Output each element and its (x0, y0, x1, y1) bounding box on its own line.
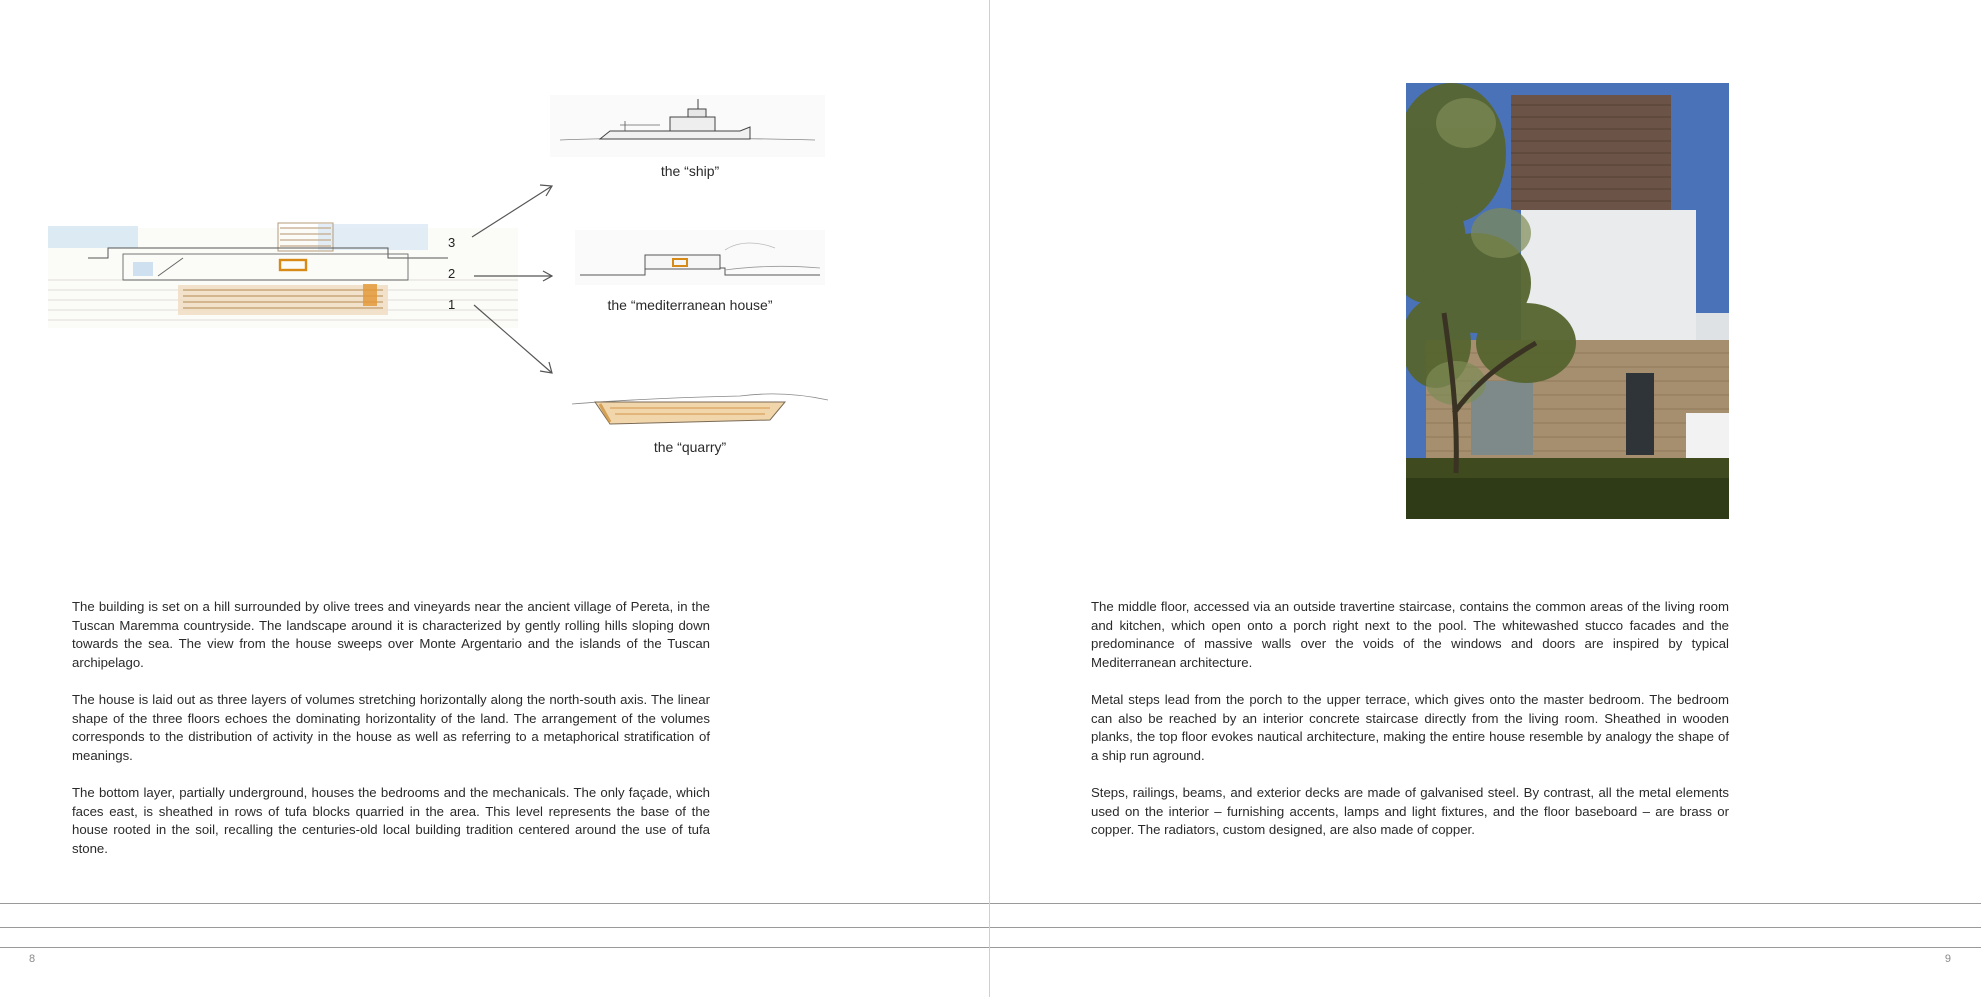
right-paragraph-2: Metal steps lead from the porch to the upper terrace, which gives onto the master bedroom. The bedroom can also be reached by an interior concrete staircase directly from the living room. Sheathed in wooden planks, the top floor evokes nautical architecture, making the entire house resemble by analogy the shape of a ship run aground. (1091, 691, 1729, 763)
right-body-text (1091, 598, 1729, 858)
left-paragraph-2: The house is laid out as three layers of volumes stretching horizontally along the north-south axis. The linear shape of the three floors echoes the dominating horizontality of the land. The arrangement of the volumes corresponds to the distribution of activity in the house as well as referring to a metaphorical stratification of meanings. (72, 691, 710, 763)
left-paragraph-1: The building is set on a hill surrounded by olive trees and vineyards near the ancient village of Pereta, in the Tuscan Maremma countryside. The landscape around it is characterized by gently rolling hills sloping down towards the sea. The view from the house sweeps over Monte Argentario and the islands of the Tuscan archipelago. (72, 599, 710, 670)
footer-rule-bottom (0, 947, 989, 948)
footer-rule-middle (990, 927, 1981, 928)
quarry-sketch (570, 382, 830, 437)
layer-number-3: 3 (448, 235, 456, 250)
layer-number-1: 1 (448, 297, 456, 312)
layer-number-2: 2 (448, 266, 456, 281)
left-body-text (72, 598, 710, 877)
house-section-sketch (48, 218, 528, 338)
arrow-to-ship (472, 186, 552, 237)
caption-quarry: the “quarry” (653, 439, 727, 455)
right-page (990, 0, 1981, 997)
caption-mediterranean-house: the “mediterranean house” (607, 297, 773, 313)
caption-ship: the “ship” (660, 163, 720, 179)
mediterranean-house-sketch (575, 230, 825, 285)
left-paragraph-3: The bottom layer, partially underground, houses the bedrooms and the mechanicals. The only façade, which faces east, is sheathed in rows of tufa blocks quarried in the area. This level represents the base of the house rooted in the soil, recalling the centuries-old local building tradition centered around the use of tufa stone. (72, 784, 710, 856)
right-paragraph-3: Steps, railings, beams, and exterior decks are made of galvanised steel. By contrast, all the metal elements used on the interior – furnishing accents, lamps and light fixtures, and the floor baseboard – are brass or copper. The radiators, custom designed, are also made of copper. (1091, 784, 1729, 838)
footer-rule-bottom (990, 947, 1981, 948)
footer-rule-top (0, 903, 989, 904)
ship-sketch (550, 95, 825, 157)
footer-rule-top (990, 903, 1981, 904)
arrow-to-quarry (474, 305, 552, 373)
diagram-arrows (460, 175, 560, 380)
house-facade-photo (1406, 83, 1729, 519)
page-number-right: 9 (1944, 953, 1951, 965)
right-paragraph-1: The middle floor, accessed via an outside travertine staircase, contains the common areas of the living room and kitchen, which open onto a porch right next to the pool. The whitewashed stucco facades and the predominance of massive walls over the voids of the windows and doors are inspired by typical Mediterranean architecture. (1091, 599, 1729, 670)
left-page (0, 0, 989, 997)
footer-rule-middle (0, 927, 989, 928)
page-number-left: 8 (29, 953, 36, 965)
